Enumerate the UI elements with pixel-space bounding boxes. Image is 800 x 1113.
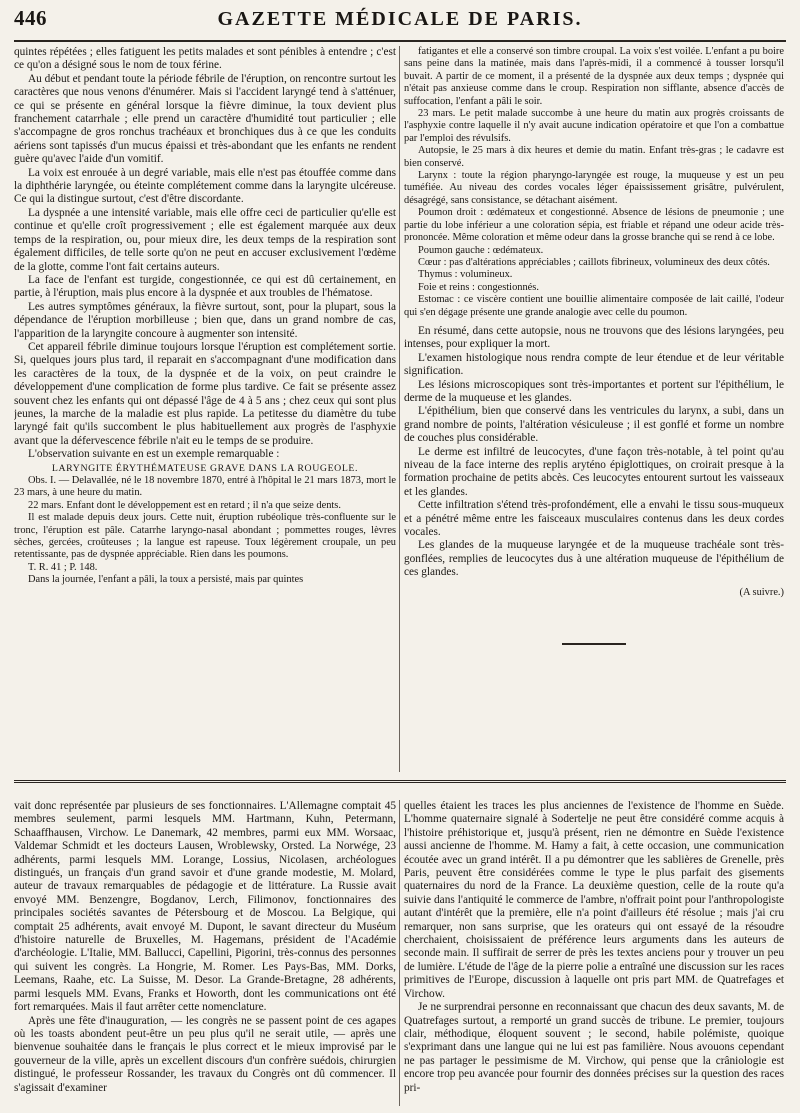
observation-paragraph: Il est malade depuis deux jours. Cette nuit, éruption rubéolique très-confluente sur le tronc, l'éruption est pâle. Catarrhe laryngo-nasal abondant ; pommettes rouges, lèvres sèches, gercées, croûteuses ; la langue est rapeuse. Toux légèrement croupale, un peu retentissante, pas de dyspnée appréciable. Rien dans les poumons.: [14, 512, 396, 561]
observation-paragraph: Poumon droit : œdémateux et congestionné. Absence de lésions de pneumonie ; une partie du lobe inférieur a une coloration sépia, est friable et répand une odeur acide très-prononcée. Même coloration et même odeur dans la grosse branche qui se rend à ce lobe.: [404, 207, 784, 244]
paragraph: Cet appareil fébrile diminue toujours lorsque l'éruption est complétement sortie. Si, quelques jours plus tard, il reparait en s'accompagnant d'une modification dans les caractères de la toux, de la dyspnée et de la voix, on peut craindre le développement d'une complication de forme plus tardive. Ce fait se présente assez souvent chez les enfants qui ont dépassé l'âge de 4 à 5 ans ; chez ceux qui sont plus jeunes, la marche de la maladie est plus rapide. La petitesse du diamètre du tube laryngé fait qu'ils succombent le plus habituellement aux progrès de l'asphyxie avant que la défervescence fébrile n'ait eu le temps de se produire.: [14, 340, 396, 447]
paragraph: La dyspnée a une intensité variable, mais elle offre ceci de particulier qu'elle est continue et qu'elle croît progressivement ; elle est également marquée aux deux temps de la respiration, ou, pour mieux dire, les deux temps de la respiration sont également difficiles, de telle sorte qu'on ne peut en accuser exclusivement l'œdème de la glotte, comme l'ont fait certains auteurs.: [14, 206, 396, 273]
column-left-bottom: [14, 800, 396, 1106]
section-separator-rule: [14, 780, 786, 783]
observation-paragraph: fatigantes et elle a conservé son timbre croupal. La voix s'est voilée. L'enfant a pu boire sans peine dans la matinée, mais dans l'après-midi, il a commencé à tousser lorsqu'il buvait. A partir de ce moment, il a présenté de la dyspnée aux deux temps ; dyspnée qui n'était pas anxieuse comme dans le croup. Respiration non sifflante, absence d'accès de suffocation, l'enfant a pâli le soir.: [404, 46, 784, 107]
paragraph: quelles étaient les traces les plus anciennes de l'existence de l'homme en Suède. L'homme quaternaire signalé à Sodertelje ne peut être considéré comme acquis à l'histoire préhistorique et, jusqu'à présent, rien ne démontre en Suède l'existence aussi ancienne de l'homme. M. Hamy a fait, à cette occasion, une communication écoutée avec un grand intérêt. Il a pu démontrer que les sablières de Grenelle, près Paris, peuvent être considérées comme le type le plus parfait des gisements quaternaires du nord de la France. La deuxième question, celle de la route qu'a suivie dans l'antiquité le commerce de l'ambre, n'offrait point pour l'anthropologiste autant d'intérêt que la première, elle n'a point d'ailleurs été résolue ; mais j'ai cru remarquer, non sans surprise, que les orateurs qui ont essayé de la résoudre cherchaient, choisissaient de préférence leurs arguments dans les auteurs de seconde main. Il suffirait de serrer de près les textes anciens pour y trouver un peu de lumière. L'étude de l'âge de la pierre polie a entraîné une discussion sur les races primitives de l'Europe, discussion à laquelle ont pris part MM. de Quatrefages et Virchow.: [404, 800, 784, 1000]
paragraph: vait donc représentée par plusieurs de ses fonctionnaires. L'Allemagne comptait 45 membres seulement, parmi lesquels MM. Hartmann, Kuhn, Petermann, Schaaffhausen, Virchow. Le Danemark, 42 membres, parmi eux MM. Worsaac, Valdemar Schmidt et les docteurs Lausen, Wroblewsky, Orsted. La Norwége, 23 adhérents, parmi lesquels MM. Lorange, Lossius, Nicolasen, archéologues distingués, un français d'un grand savoir et d'une grande modestie, M. Molard, auteur de travaux remarquables de pédagogie et de littérature. La Russie avait envoyé MM. Benzengre, Bogdanov, Lerch, Filimonov, fonctionnaires des principales sociétés savantes de Pétersbourg et de Moscou. La Belgique, qui comptait 25 adhérents, avait envoyé M. Dupont, le savant directeur du Muséum d'histoire naturelle de Bruxelles, M. Hagemans, président de l'Académie d'archéologie. L'Italie, MM. Ballucci, Capellini, Pigorini, très-connus des personnes qui suivent les congrès. La Hongrie, M. Romer. Les Pays-Bas, MM. Dorks, Leemans, Raahe, etc. La Suisse, M. Desor. La Grande-Bretagne, 28 adhérents, parmi lesquels MM. Evans, Franks et Howorth, dont les communications ont été fort remarquées. Mais il faut arrêter cette nomenclature.: [14, 800, 396, 1014]
paragraph: Au début et pendant toute la période fébrile de l'éruption, on rencontre surtout les caractères que nous venons d'énumérer. Mais si l'accident laryngé tend à s'atténuer, ce qui se présente en général lorsque la fièvre diminue, la toux devient plus franchement catarrhale ; elle prend un caractère d'humidité tout particulier ; elle s'accompagne de gros ronchus trachéaux et bronchiques dus à ce que les conduits aériens sont tapissés d'un mucus épaissi et très-abondant que les enfants ne rendent guère qu'avec l'aide d'un vomitif.: [14, 72, 396, 166]
observation-continued: [404, 46, 784, 319]
paragraph: La face de l'enfant est turgide, congestionnée, ce qui est dû certainement, en partie, à l'éruption, mais plus encore à la dyspnée et aux troubles de l'hématose.: [14, 273, 396, 300]
column-right-bottom: [404, 800, 784, 1106]
paragraph: Je ne surprendrai personne en reconnaissant que chacun des deux savants, M. de Quatrefages surtout, a remporté un grand succès de tribune. Le premier, toujours clair, méthodique, éloquent souvent ; le second, habile polémiste, quoique s'exprimant dans une langue qui ne lui est pas familière. Nous avouons cependant ne pas partager le pessimisme de M. Virchow, qui pense que la crâniologie est encore trop peu avancée pour fournir des données précises sur la question des races pri-: [404, 1001, 784, 1094]
observation-paragraph: Estomac : ce viscère contient une bouillie alimentaire composée de lait caillé, l'odeur qui s'en dégage présente une grande analogie avec celle du poumon.: [404, 294, 784, 318]
to-be-continued-note: (A suivre.): [739, 586, 784, 598]
paragraph: L'examen histologique nous rendra compte de leur étendue et de leur véritable signification.: [404, 351, 784, 378]
observation-paragraph: Obs. I. — Delavallée, né le 18 novembre 1870, entré à l'hôpital le 21 mars 1873, mort le 23 mars, à une heure du matin.: [14, 475, 396, 499]
paragraph: Les lésions microscopiques sont très-importantes et portent sur l'épithélium, le derme de la muqueuse et les glandes.: [404, 378, 784, 404]
page-header: [14, 6, 786, 42]
observation-paragraph: Cœur : pas d'altérations appréciables ; caillots fibrineux, volumineux des deux côtés.: [418, 256, 770, 268]
column-right-top: [404, 46, 784, 772]
observation-paragraph: Poumon gauche : œdémateux.: [418, 244, 544, 256]
observation-paragraph: T. R. 41 ; P. 148.: [28, 561, 98, 573]
column-divider-top: [399, 46, 400, 772]
observation-paragraph: Thymus : volumineux.: [418, 269, 513, 281]
page-number: 446: [14, 6, 47, 30]
observation-paragraph: Dans la journée, l'enfant a pâli, la toux a persisté, mais par quintes: [28, 574, 304, 586]
observation-paragraph: Autopsie, le 25 mars à dix heures et demie du matin. Enfant très-gras ; le cadavre est bien conservé.: [404, 145, 784, 169]
paragraph: Les glandes de la muqueuse laryngée et de la muqueuse trachéale sont très-gonflées, remplies de leucocytes dus à une altération muqueuse de l'épithélium de ces glandes.: [404, 539, 784, 579]
journal-title: GAZETTE MÉDICALE DE PARIS.: [217, 8, 583, 30]
paragraph: Après une fête d'inauguration, — les congrès ne se passent point de ces agapes où les toasts abondent peut-être un peu plus qu'il ne serait utile, — après une bienvenue souhaitée dans le français le plus correct et le mieux improvisé par le gouverneur de la ville, après un excellent discours d'un confrère suédois, chirurgien distingué, le professeur Rossander, les travaux du Congrès ont dû commencer. Il s'agissait d'examiner: [14, 1014, 396, 1094]
section-heading: LARYNGITE ÉRYTHÉMATEUSE GRAVE DANS LA ROUGEOLE.: [51, 462, 359, 474]
observation-paragraph: Foie et reins : congestionnés.: [418, 281, 539, 293]
observation-paragraph: 22 mars. Enfant dont le développement est en retard ; il n'a que seize dents.: [28, 499, 341, 511]
paragraph: La voix est enrouée à un degré variable, mais elle n'est pas étouffée comme dans la diphthérie laryngée, ou éteinte complétement comme dans la laryngite ulcéreuse. Ce qui la distingue surtout, c'est d'être discordante.: [14, 166, 396, 206]
observation-block: [14, 475, 396, 587]
column-left-top: [14, 46, 396, 772]
column-divider-bottom: [399, 800, 400, 1106]
observation-paragraph: 23 mars. Le petit malade succombe à une heure du matin aux progrès croissants de l'asphyxie contre laquelle il n'y avait aucune indication opératoire et que l'on a combattue par l'emploi des révulsifs.: [404, 108, 784, 144]
paragraph: En résumé, dans cette autopsie, nous ne trouvons que des lésions laryngées, peu intenses, pour expliquer la mort.: [404, 324, 784, 351]
paragraph: Cette infiltration s'étend très-profondément, elle a envahi le tissu sous-muqueux et a pénétré même entre les faisceaux musculaires contenus dans les deux cordes vocales.: [404, 499, 784, 539]
observation-paragraph: Larynx : toute la région pharyngo-laryngée est rouge, la muqueuse y est un peu tuméfiée. Au niveau des cordes vocales léger épaississement grisâtre, pulvérulent, désagrégé, sans consistance, se détachant aisément.: [404, 170, 784, 206]
paragraph: L'épithélium, bien que conservé dans les ventricules du larynx, a subi, dans un grand nombre de points, l'altération vésiculeuse ; il est gonflé et forme un nombre de couches plus considérable.: [404, 405, 784, 445]
article-end-rule: [562, 643, 626, 645]
paragraph: Le derme est infiltré de leucocytes, d'une façon très-notable, à tel point qu'au niveau de la face interne des replis aryténo épiglottiques, on croirait presque à la formation prochaine de petits abcès. Ces leucocytes entourent surtout les vaisseaux et les glandes.: [404, 445, 784, 498]
paragraph: Les autres symptômes généraux, la fièvre surtout, sont, pour la plupart, sous la dépendance de l'éruption morbilleuse ; bien que, dans un grand nombre de cas, l'apparition de la laryngite concoure à augmenter son intensité.: [14, 300, 396, 340]
paragraph: L'observation suivante en est un exemple remarquable :: [28, 448, 280, 461]
paragraph: quintes répétées ; elles fatiguent les petits malades et sont pénibles à entendre ; c'est ce qu'on a désigné sous le nom de toux férine.: [14, 46, 396, 72]
